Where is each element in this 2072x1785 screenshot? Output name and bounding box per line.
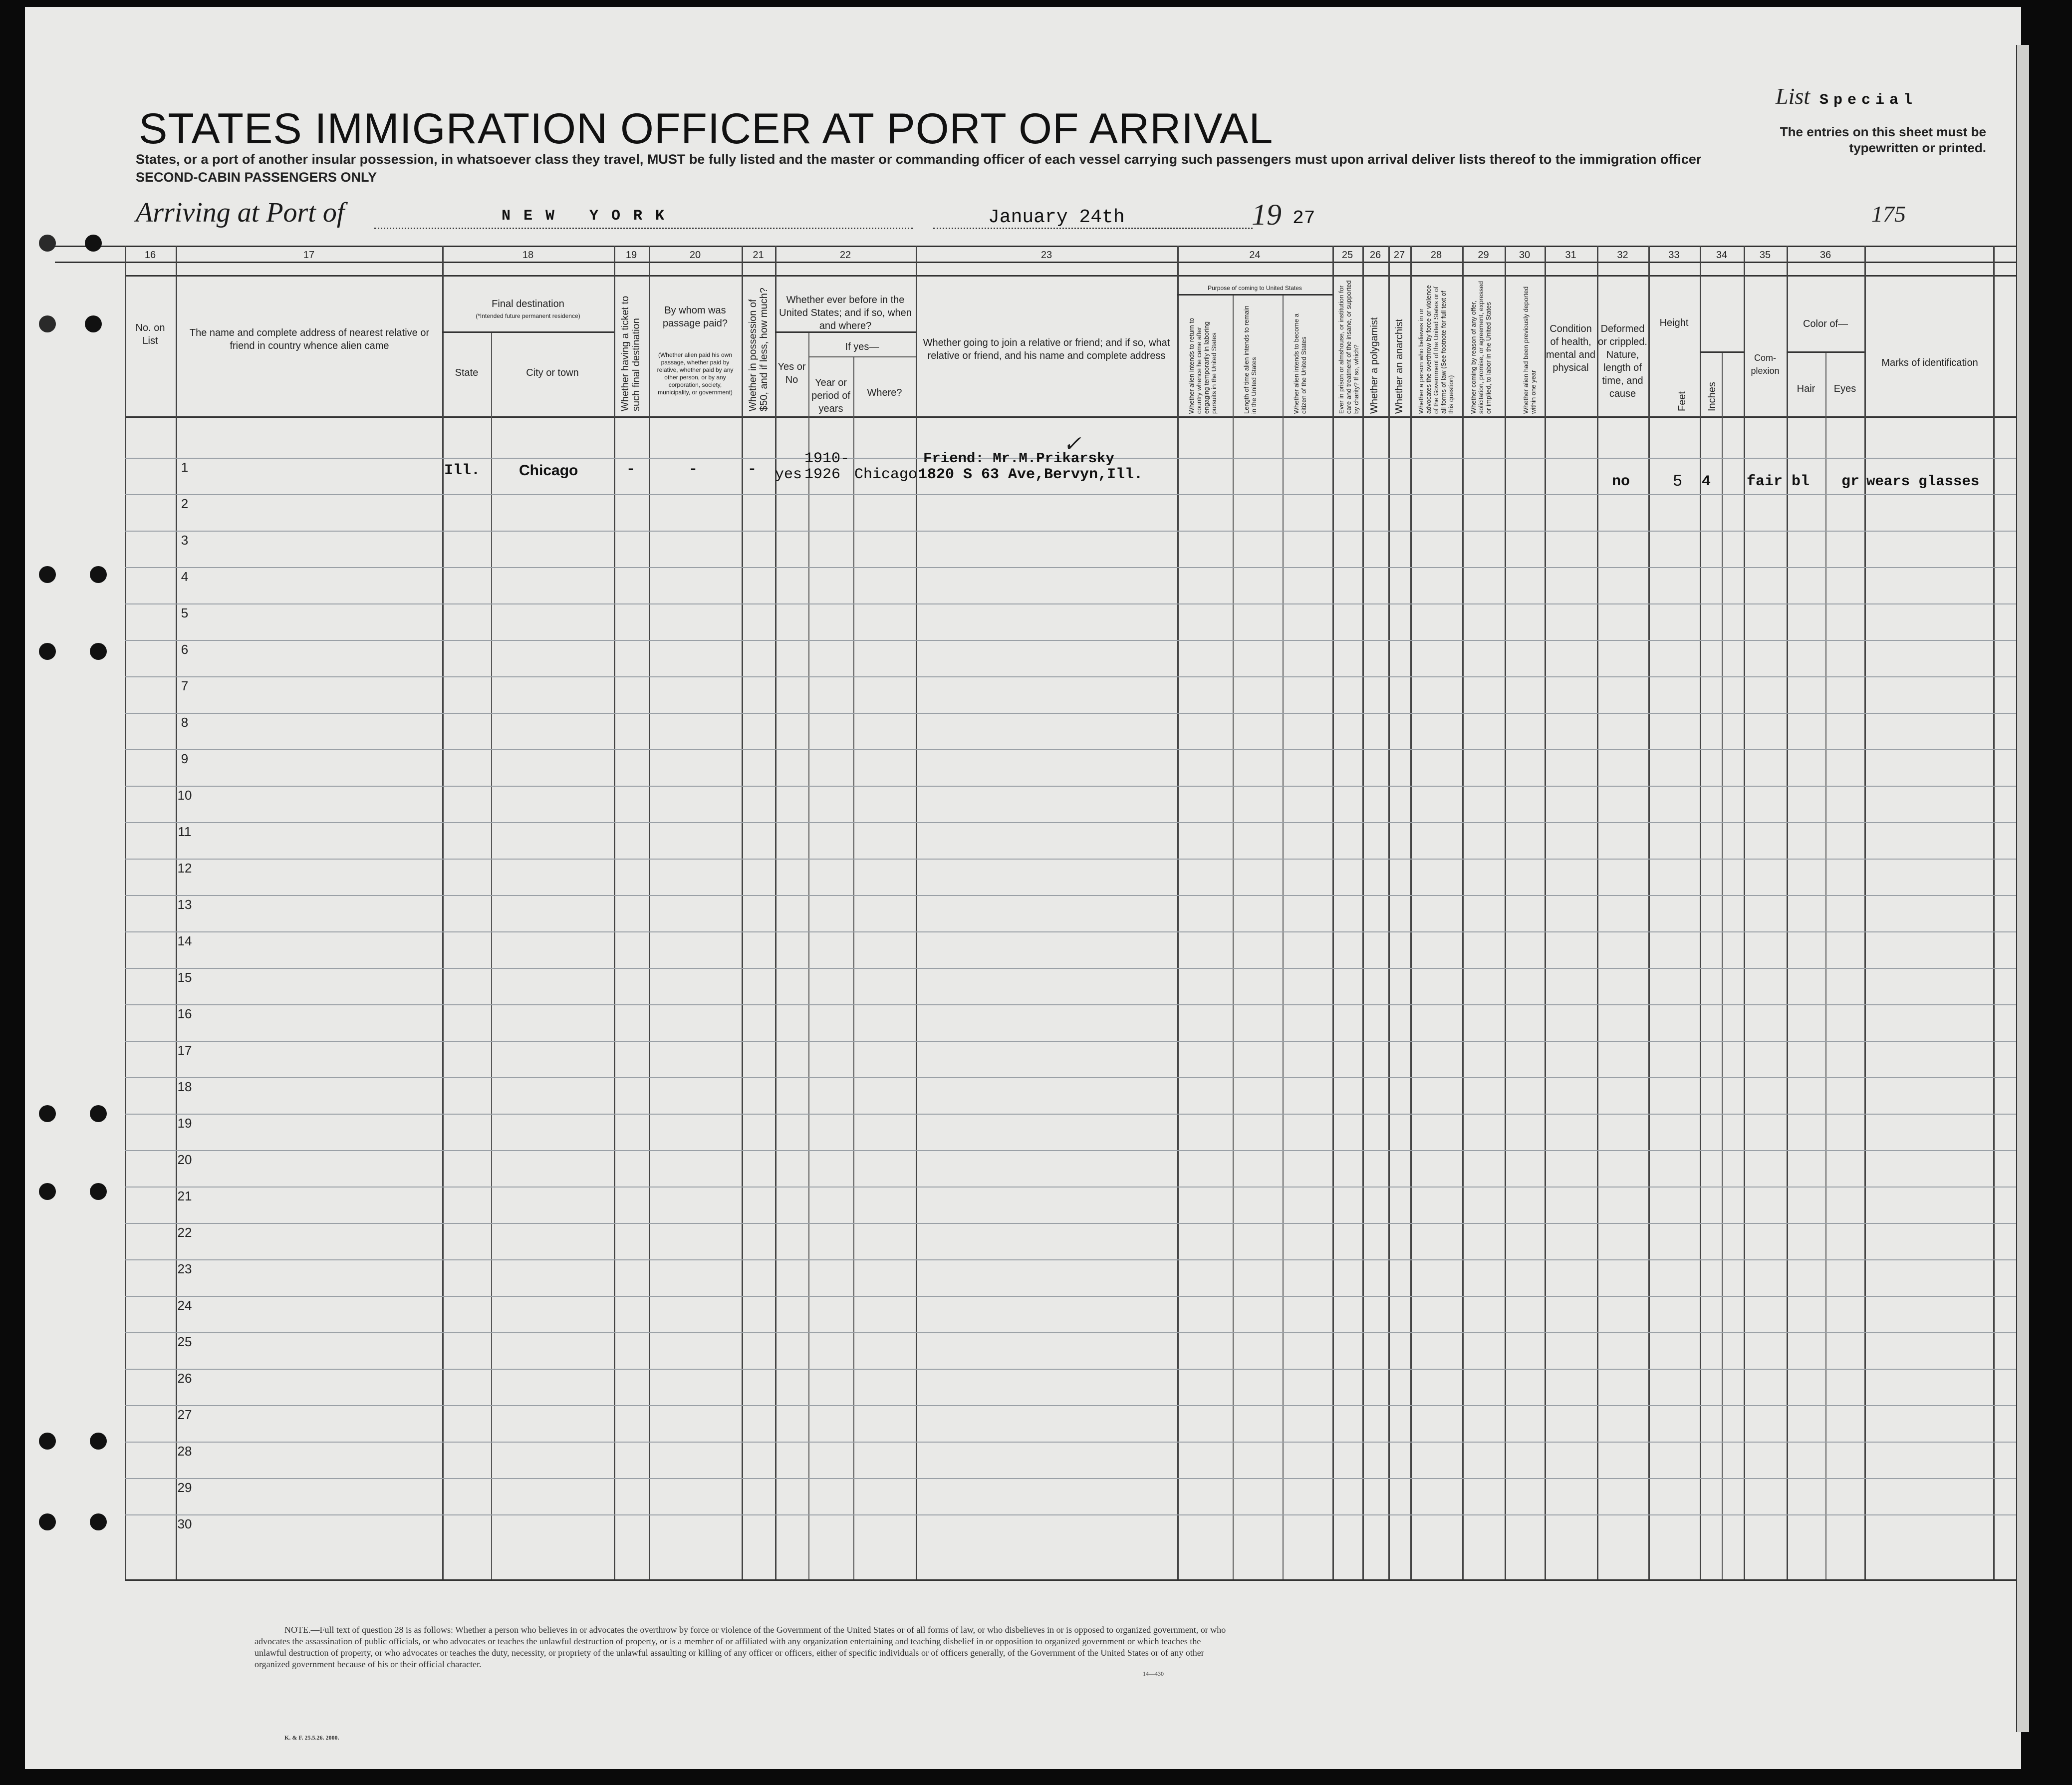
row-rule: [125, 1442, 2021, 1443]
header-passage-paid-note: (Whether alien paid his own passage, whether paid by relative, whether paid by any other person, or by any corporation, society, municipality, or government): [657, 351, 734, 396]
manifest-sheet: [25, 7, 2021, 1769]
row-rule: [125, 1150, 2021, 1151]
header-final-destination-note: (*Intended future permanent residence): [476, 312, 580, 319]
entry-feet: 5: [1673, 472, 1683, 491]
header-yes-no: Yes or No: [777, 361, 806, 385]
header-deformed: Deformed or crippled. Nature, length of time, and cause: [1598, 323, 1647, 399]
row-number: 20: [177, 1152, 192, 1167]
row-number: 13: [177, 897, 192, 912]
row-number: 23: [177, 1261, 192, 1276]
col-line: [1648, 246, 1650, 1579]
colnum-35: 35: [1759, 250, 1771, 261]
row-rule: [125, 713, 2021, 714]
year-prefix: 19: [1252, 198, 1282, 231]
row-rule: [125, 1514, 2021, 1515]
colnum-34: 34: [1716, 250, 1728, 261]
row-number: 25: [177, 1334, 192, 1349]
printer-mark: K. & F. 25.5.26. 2000.: [284, 1734, 339, 1741]
row-number: 6: [181, 642, 189, 657]
header-inches: Inches: [1707, 382, 1718, 411]
entry-friend-line2: 1820 S 63 Ave,Bervyn,Ill.: [918, 466, 1143, 483]
list-value: Special: [1819, 92, 1918, 109]
binding-hole: [90, 643, 107, 660]
col-line: [1410, 246, 1412, 1579]
row-rule: [125, 1187, 2021, 1188]
entry-complexion: fair: [1747, 473, 1783, 490]
row-number: 19: [177, 1116, 192, 1131]
port-value: N E W Y O R K: [502, 208, 667, 225]
row-rule: [125, 531, 2021, 532]
col-line: [1787, 246, 1788, 1579]
check-mark: ✓: [1063, 432, 1081, 456]
header-prison: Ever in prison or almshouse, or institution for care and treatment of the insane, or supported by charity? If so, which?: [1337, 280, 1360, 414]
row-number: 24: [177, 1298, 192, 1313]
row-rule: [125, 1405, 2021, 1406]
row-number: 21: [177, 1189, 192, 1203]
entry-hair: bl: [1792, 473, 1810, 490]
colnum-21: 21: [753, 250, 764, 261]
header-before-in-us: Whether ever before in the United States; and if so, when and where?: [779, 295, 912, 331]
page-number: 175: [1871, 201, 1906, 227]
second-cabin-label: SECOND-CABIN PASSENGERS ONLY: [136, 170, 377, 185]
colnum-24: 24: [1249, 250, 1261, 261]
header-purpose: Purpose of coming to United States: [1208, 285, 1302, 292]
colnum-22: 22: [839, 250, 851, 261]
row-rule: [125, 822, 2021, 823]
row-number: 16: [177, 1006, 192, 1021]
binding-hole: [39, 1513, 56, 1530]
header-no-on-list: No. on List: [135, 322, 165, 346]
binding-hole: [90, 566, 107, 583]
row-rule: [125, 1369, 2021, 1370]
header-passage-paid: By whom was passage paid?: [662, 305, 728, 329]
binding-hole: [90, 1105, 107, 1122]
col-line: [1332, 246, 1334, 1579]
row-number: 29: [177, 1480, 192, 1495]
port-line: [374, 227, 913, 229]
header-marks: Marks of identification: [1881, 357, 1978, 368]
row-number: 14: [177, 933, 192, 948]
col-line: [649, 246, 650, 1579]
column-number-line: [55, 262, 2021, 263]
col-line: [1722, 351, 1723, 1579]
subheader-line: [1700, 351, 1744, 353]
colnum-28: 28: [1430, 250, 1442, 261]
header-height: Height: [1659, 317, 1689, 328]
row-rule: [125, 1296, 2021, 1297]
row-number: 15: [177, 970, 192, 985]
header-bottom-line: [125, 416, 2021, 418]
row-rule: [125, 1077, 2021, 1078]
col-line: [1744, 246, 1745, 1579]
entry-state: Ill.: [444, 462, 481, 479]
binding-hole: [39, 235, 56, 252]
binding-hole: [39, 1183, 56, 1200]
binding-hole: [39, 315, 56, 332]
colnum-27: 27: [1393, 250, 1405, 261]
header-hair: Hair: [1797, 383, 1815, 394]
header-q29: Whether coming by reason of any offer, solicitation, promise, or agreement, expressed or implied, to labor in the United States: [1470, 281, 1492, 414]
date-value: January 24th: [988, 207, 1125, 228]
entry-inches: 4: [1702, 473, 1711, 490]
row-number: 2: [181, 496, 189, 511]
binding-hole: [90, 1513, 107, 1530]
header-possession: Whether in possession of $50, and if less, how much?: [748, 288, 770, 411]
header-purpose-a: Whether alien intends to return to country whence he came after engaging temporarily in laboring pursuits in the United States: [1188, 317, 1218, 414]
header-where: Where?: [867, 387, 902, 398]
row-rule: [125, 1114, 2021, 1115]
row-rule: [125, 749, 2021, 750]
col-line: [1233, 294, 1234, 1579]
col-line: [1825, 351, 1826, 1579]
table-top-line: [55, 246, 2021, 247]
entry-where: Chicago: [854, 466, 918, 483]
col-line: [1597, 246, 1598, 1579]
colnum-33: 33: [1668, 250, 1680, 261]
col-line: [125, 246, 126, 1579]
header-year-period: Year or period of years: [811, 377, 850, 414]
row-number: 30: [177, 1516, 192, 1531]
entry-ticket: -: [626, 461, 636, 478]
header-if-yes: If yes—: [845, 341, 879, 352]
colnum-23: 23: [1040, 250, 1052, 261]
header-purpose-b: Length of time alien intends to remain in the United States: [1243, 305, 1258, 414]
entry-eyes: gr: [1841, 473, 1860, 490]
row-rule: [125, 603, 2021, 604]
col-line: [1864, 246, 1866, 1579]
form-code: 14—430: [1143, 1670, 1164, 1677]
binding-hole: [85, 315, 102, 332]
subheader-line: [1177, 294, 1332, 296]
header-ticket: Whether having a ticket to such final destination: [620, 296, 642, 411]
colnum-30: 30: [1519, 250, 1531, 261]
header-q28: Whether a person who believes in or advocates the overthrow by force or violence of the Government of the United States or of all forms of law (See footnote for full text of this question): [1417, 285, 1455, 414]
row-number: 17: [177, 1043, 192, 1058]
header-eyes: Eyes: [1833, 383, 1856, 394]
col-line: [442, 246, 444, 1579]
col-line: [1462, 246, 1464, 1579]
header-city: City or town: [526, 367, 579, 378]
entry-deformed: no: [1612, 473, 1630, 490]
col-line: [1177, 246, 1179, 1579]
row-number: 5: [181, 605, 189, 620]
header-feet: Feet: [1677, 391, 1688, 411]
row-number: 12: [177, 861, 192, 876]
row-rule: [125, 1223, 2021, 1224]
instruction-line: States, or a port of another insular possession, in whatsoever class they travel, MUST be fully listed and the master or commanding officer of each vessel carrying such passengers must upon arrival deliver lists thereof to the immigration officer: [136, 152, 1702, 167]
header-joining: Whether going to join a relative or friend; and if so, what relative or friend, and his name and complete address: [923, 337, 1170, 361]
row-number: 18: [177, 1079, 192, 1094]
entry-yes-no: yes: [775, 466, 802, 483]
row-number: 22: [177, 1225, 192, 1240]
header-purpose-c: Whether alien intends to become a citizen of the United States: [1293, 313, 1307, 414]
colnum-25: 25: [1341, 250, 1353, 261]
row-rule: [125, 931, 2021, 932]
header-q30: Whether alien had been previously deported within one year: [1522, 286, 1537, 414]
col-line: [614, 246, 615, 1579]
colnum-31: 31: [1565, 250, 1576, 261]
row-number: 7: [181, 678, 189, 693]
binding-hole: [85, 235, 102, 252]
row-number: 1: [181, 460, 189, 475]
list-label: List: [1776, 83, 1811, 109]
entry-passage: -: [689, 461, 698, 478]
entry-years-bottom: 1926: [804, 466, 841, 483]
entry-possession: -: [748, 461, 757, 478]
col-line: [808, 331, 809, 1579]
row-rule: [125, 567, 2021, 568]
binding-hole: [90, 1433, 107, 1450]
col-line: [742, 246, 743, 1579]
binding-hole: [39, 1105, 56, 1122]
row-rule: [125, 1259, 2021, 1260]
header-health: Condition of health, mental and physical: [1546, 323, 1595, 373]
row-number: 9: [181, 751, 189, 766]
colnum-17: 17: [303, 250, 315, 261]
colnum-29: 29: [1478, 250, 1489, 261]
col-line: [1283, 294, 1284, 1579]
subheader-line: [442, 331, 614, 333]
colnum-20: 20: [689, 250, 701, 261]
row-rule: [125, 1004, 2021, 1005]
col-line: [491, 331, 492, 1579]
row-number: 28: [177, 1444, 192, 1459]
row-number: 8: [181, 715, 189, 730]
footnote: NOTE.—Full text of question 28 is as follows: Whether a person who believes in or advocates the overthrow by force or violence of the Government of the United States or of all forms of law, or who disbelieves in or is opposed to organized government, or who advocates the assassination of public officials, or who advocates or teaches the unlawful destruction of property, or is a member of or affiliated with any organization entertaining and teaching disbelief in or opposition to organized government or which teaches the unlawful destruction of property, or who advocates or teaches the duty, necessity, or propriety of the unlawful assaulting or killing of any officer or officers, either of specific individuals or of officers generally, of the Government of the United States or of any other organized government because of his or their official character.: [255, 1625, 1226, 1669]
header-color-of: Color of—: [1803, 318, 1848, 329]
colnum-16: 16: [144, 250, 156, 261]
subheader-line: [1787, 351, 1864, 353]
row-number: 11: [178, 824, 192, 839]
col-line: [1700, 246, 1701, 1579]
col-line: [1505, 246, 1506, 1579]
row-rule: [125, 494, 2021, 495]
arriving-label: Arriving at Port of: [136, 197, 345, 228]
header-polygamist: Whether a polygamist: [1369, 317, 1380, 414]
row-rule: [125, 640, 2021, 641]
row-number: 4: [181, 569, 189, 584]
col-line: [775, 246, 777, 1579]
colnum-18: 18: [522, 250, 534, 261]
entry-years-top: 1910-: [804, 450, 850, 467]
table-bottom-line: [125, 1579, 2021, 1581]
row-rule: [125, 1332, 2021, 1333]
col-line: [1388, 246, 1390, 1579]
row-rule: [125, 1478, 2021, 1479]
page-edge: [2016, 45, 2029, 1732]
colnum-36: 36: [1819, 250, 1831, 261]
header-anarchist: Whether an anarchist: [1394, 318, 1405, 414]
entry-marks: wears glasses: [1866, 473, 1980, 490]
subheader-line: [808, 356, 916, 357]
page-title: STATES IMMIGRATION OFFICER AT PORT OF ARRIVAL: [139, 105, 1274, 153]
row-rule: [125, 968, 2021, 969]
header-line: [125, 275, 2021, 277]
entry-friend-line1: Friend: Mr.M.Prikarsky: [923, 450, 1114, 467]
colnum-19: 19: [625, 250, 637, 261]
row-number: 27: [177, 1407, 192, 1422]
row-number: 10: [177, 788, 192, 803]
header-nearest-relative: The name and complete address of nearest relative or friend in country whence alien came: [189, 327, 430, 351]
col-line: [1545, 246, 1546, 1579]
col-line: [1993, 246, 1995, 1579]
entry-city: Chicago: [519, 462, 578, 479]
header-complexion: Com-plexion: [1751, 353, 1780, 376]
binding-hole: [90, 1183, 107, 1200]
binding-hole: [39, 566, 56, 583]
header-state: State: [455, 367, 479, 378]
binding-hole: [39, 643, 56, 660]
col-line: [1362, 246, 1364, 1579]
entries-note: The entries on this sheet must be typewritten or printed.: [1780, 124, 1986, 155]
row-rule: [125, 786, 2021, 787]
colnum-32: 32: [1617, 250, 1628, 261]
row-rule: [125, 1041, 2021, 1042]
row-rule: [125, 895, 2021, 896]
row-number: 26: [177, 1371, 192, 1386]
binding-hole: [39, 1433, 56, 1450]
row-rule: [125, 676, 2021, 677]
row-number: 3: [181, 533, 189, 548]
colnum-26: 26: [1369, 250, 1381, 261]
col-line: [916, 246, 917, 1579]
row-rule: [125, 859, 2021, 860]
year-suffix: 27: [1293, 208, 1315, 229]
header-final-destination: Final destination: [492, 298, 564, 309]
